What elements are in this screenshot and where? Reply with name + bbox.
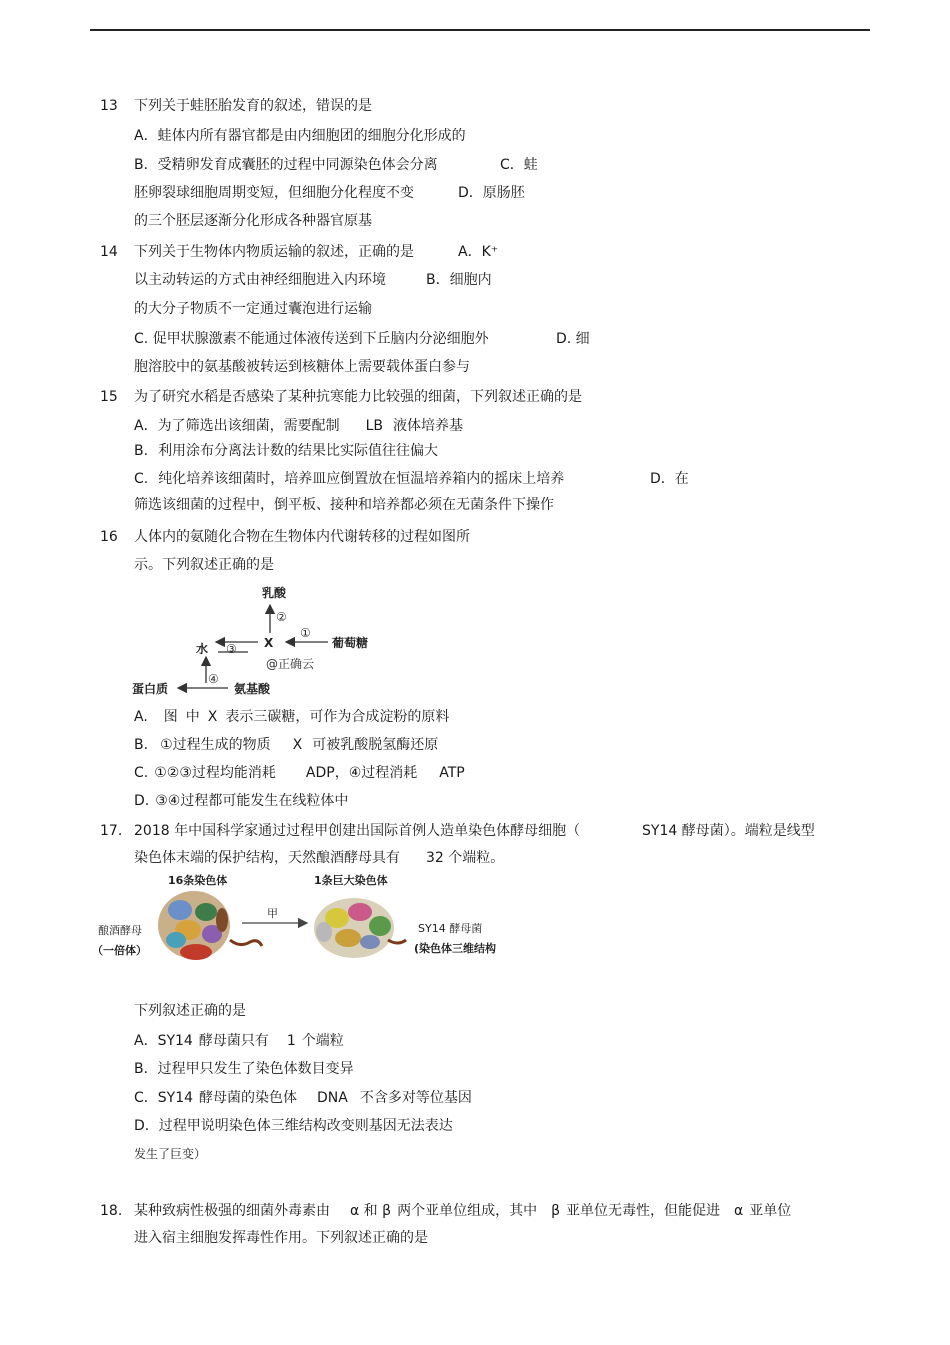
option-c-cont: 胚卵裂球细胞周期变短，但细胞分化程度不变 [134,185,414,201]
label-step-2: ② [276,610,287,624]
question-stem: 下列关于生物体内物质运输的叙述，正确的是 [134,244,414,260]
label-x: X [264,636,274,650]
label-protein: 蛋白质 [132,682,169,696]
question-number: 14 [100,244,118,260]
option-d [134,793,348,810]
option-b-text: 利用涂布分离法计数的结果比实际值往往偏大 [158,443,439,459]
option-b [134,443,438,460]
option-a-start: A．K⁺ [458,244,499,260]
figure-note-tail: 发生了巨变） [134,1147,207,1161]
opt-label: C. [134,765,149,781]
opt-text: X [207,709,218,725]
option-c [134,471,564,488]
option-b [134,737,438,754]
option-b: B．受精卵发育成囊胚的过程中同源染色体会分离 [134,157,438,173]
label-haploid: （一倍体） [92,944,147,957]
top-rule [90,29,870,31]
label-process-jia: 甲 [267,907,278,920]
question-stem-1 [134,1203,791,1220]
option-a-text-3: 液体培养基 [392,418,463,434]
question-stem: 下列关于蛙胚胎发育的叙述，错误的是 [134,98,372,114]
stem-text: α 和 β [350,1203,392,1219]
question-number: 17. [100,823,123,839]
stem-text: 亚单位 [749,1203,792,1219]
option-d-start: D．原肠胚 [458,185,525,201]
stem-text: 染色体末端的保护结构，天然酿酒酵母具有 [134,850,400,866]
opt-label: D. [134,793,150,809]
label-step-4: ④ [208,672,219,686]
label-3d-structure: (染色体三维结构 [414,942,497,955]
label-saccharomyces: 酿酒酵母 [98,924,142,937]
opt-text: ADP，④过程消耗 [305,765,418,781]
question-stem-1a: 2018 年中国科学家通过过程甲创建出国际首例人造单染色体酵母细胞（ [134,823,581,839]
option-b: B．过程甲只发生了染色体数目变异 [134,1061,354,1077]
question-number: 15 [100,389,118,405]
option-c-start: C．蛙 [500,157,538,173]
stem-text: β [551,1203,561,1219]
opt-text: X [292,737,303,753]
option-d-start: D. 细 [556,331,590,347]
option-d-cont: 筛选该细菌的过程中，倒平板、接种和培养都必须在无菌条件下操作 [134,497,554,513]
option-d-start: D．在 [650,471,689,487]
opt-text: 酵母菌的染色体 [199,1090,298,1106]
question-prompt: 下列叙述正确的是 [134,1003,246,1019]
stem-text: 亚单位无毒性，但能促进 [566,1203,721,1219]
metabolism-diagram [128,583,388,703]
opt-text: 图 [163,709,178,725]
opt-text: 表示三碳糖，可作为合成淀粉的原料 [225,709,450,725]
label-glucose: 葡萄糖 [332,636,369,650]
yeast-chromosome-cluster-left-image [158,891,262,960]
option-b-label: B. [134,443,149,459]
option-c: C. 促甲状腺激素不能通过体液传送到下丘脑内分泌细胞外 [134,331,489,347]
label-water: 水 [196,642,209,656]
option-b-cont: 的大分子物质不一定通过囊泡进行运输 [134,301,372,317]
opt-text: 中 [185,709,200,725]
stem-text: 32 个端粒。 [426,850,505,866]
question-stem-2: 进入宿主细胞发挥毒性作用。下列叙述正确的是 [134,1230,428,1246]
question-stem-2: 示。下列叙述正确的是 [134,557,274,573]
option-d-cont: 胞溶胶中的氨基酸被转运到核糖体上需要载体蛋白参与 [134,359,470,375]
question-stem-1b: SY14 酵母菌）。端粒是线型 [642,823,815,839]
opt-text: ①过程生成的物质 [160,737,271,753]
opt-label: B. [134,737,149,753]
option-c [134,765,465,782]
question-stem-1: 人体内的氨随化合物在生物体内代谢转移的过程如图所 [134,529,470,545]
opt-label: A. [134,709,148,725]
question-number: 16 [100,529,118,545]
option-d-cont: 的三个胚层逐渐分化形成各种器官原基 [134,213,372,229]
label-1-giant-chromosome: 1条巨大染色体 [314,874,388,887]
opt-text: DNA [317,1090,348,1106]
opt-text: C．SY14 [134,1090,194,1106]
option-a-text-1: A．为了筛选出该细菌，需要配制 [134,418,340,434]
watermark-text: @正确云 [266,657,315,671]
label-amino-acid: 氨基酸 [234,682,271,696]
option-c-label: C. [134,471,149,487]
question-number: 18. [100,1203,123,1219]
label-lactic-acid: 乳酸 [262,586,287,600]
question-stem: 为了研究水稻是否感染了某种抗寒能力比较强的细菌，下列叙述正确的是 [134,389,582,405]
option-c-text: 纯化培养该细菌时，培养皿应倒置放在恒温培养箱内的摇床上培养 [158,471,565,487]
option-a [134,1033,344,1050]
label-sy14: SY14 酵母菌 [418,922,483,935]
option-b-start: B．细胞内 [426,272,492,288]
option-a-text-2: LB [365,418,383,434]
opt-text: 1 [286,1033,296,1049]
stem-text: 某种致病性极强的细菌外毒素由 [134,1203,330,1219]
yeast-figure [92,870,532,975]
opt-text: 不含多对等位基因 [359,1090,472,1106]
yeast-chromosome-cluster-right-image [314,898,406,958]
stem-text: 两个亚单位组成，其中 [397,1203,538,1219]
label-step-3: ③ [226,642,237,656]
question-number: 13 [100,98,118,114]
label-step-1: ① [300,626,311,640]
opt-text: ③④过程都可能发生在线粒体中 [155,793,349,809]
opt-text: ①②③过程均能消耗 [154,765,276,781]
option-a [134,709,449,726]
opt-text: 个端粒 [301,1033,344,1049]
stem-text: α [734,1203,744,1219]
opt-text: ATP [439,765,465,781]
opt-text: 可被乳酸脱氢酶还原 [312,737,439,753]
option-c [134,1090,472,1107]
option-d: D．过程甲说明染色体三维结构改变则基因无法表达 [134,1118,453,1134]
label-16-chromosomes: 16条染色体 [168,874,228,887]
opt-text: A．SY14 [134,1033,193,1049]
option-a-cont: 以主动转运的方式由神经细胞进入内环境 [134,272,386,288]
opt-text: 酵母菌只有 [198,1033,269,1049]
option-a: A．蛙体内所有器官都是由内细胞团的细胞分化形成的 [134,128,466,144]
option-a [134,418,463,435]
question-stem-2 [134,850,504,867]
